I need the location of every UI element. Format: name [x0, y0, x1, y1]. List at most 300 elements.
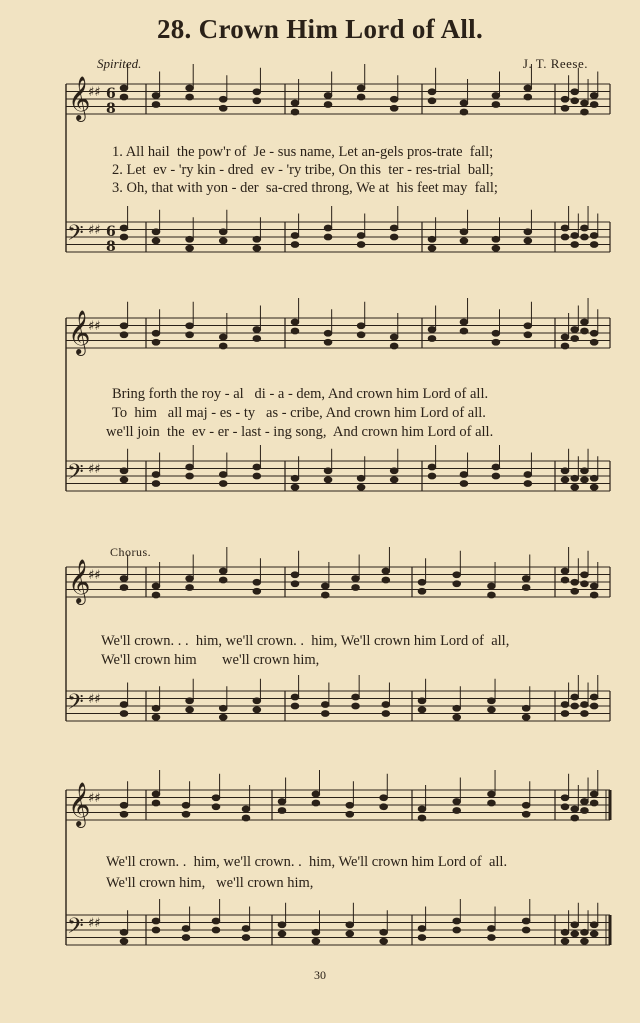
note-head: [152, 229, 160, 235]
note-head: [453, 799, 461, 805]
note-head: [590, 339, 598, 345]
note-head: [390, 334, 398, 340]
note-head: [488, 935, 496, 941]
note-head: [278, 931, 286, 937]
note-head: [492, 93, 500, 99]
note-head: [453, 705, 461, 711]
note-head: [382, 568, 390, 574]
note-head: [219, 238, 227, 244]
note-head: [382, 577, 390, 583]
chorus-line-a-bottom: We'll crown him we'll crown him,: [101, 652, 320, 668]
note-head: [357, 85, 365, 91]
note-head: [242, 806, 250, 812]
note-head: [428, 89, 436, 95]
note-head: [120, 802, 128, 808]
note-head: [561, 343, 569, 349]
note-head: [460, 238, 468, 244]
note-head: [571, 815, 579, 821]
sharp-sign: ♯♯: [88, 85, 101, 100]
note-head: [390, 234, 398, 240]
note-head: [561, 711, 569, 717]
note-head: [590, 484, 598, 490]
note-head: [182, 926, 190, 932]
note-head: [390, 105, 398, 111]
note-head: [581, 328, 589, 334]
note-head: [590, 330, 598, 336]
note-head: [291, 703, 299, 709]
note-head: [571, 89, 579, 95]
time-signature: 6: [106, 224, 116, 240]
note-head: [357, 475, 365, 481]
note-head: [561, 938, 569, 944]
note-head: [492, 330, 500, 336]
treble-clef: 𝄞: [68, 559, 91, 603]
note-head: [321, 583, 329, 589]
note-head: [460, 481, 468, 487]
note-head: [561, 96, 569, 102]
note-head: [524, 229, 532, 235]
note-head: [590, 102, 598, 108]
note-head: [561, 804, 569, 810]
note-head: [571, 242, 579, 248]
note-head: [352, 703, 360, 709]
note-head: [524, 481, 532, 487]
bass-clef: 𝄢: [67, 914, 84, 944]
note-head: [561, 477, 569, 483]
note-head: [460, 109, 468, 115]
note-head: [571, 475, 579, 481]
note-head: [571, 703, 579, 709]
note-head: [152, 583, 160, 589]
note-head: [581, 581, 589, 587]
note-head: [120, 811, 128, 817]
note-head: [390, 343, 398, 349]
note-head: [581, 711, 589, 717]
note-head: [380, 929, 388, 935]
note-head: [346, 922, 354, 928]
note-head: [492, 339, 500, 345]
note-head: [219, 481, 227, 487]
note-head: [522, 585, 530, 591]
note-head: [522, 927, 530, 933]
sharp-sign: ♯♯: [88, 462, 101, 477]
note-head: [186, 85, 194, 91]
note-head: [346, 802, 354, 808]
tempo-marking: Spirited.: [97, 56, 142, 71]
note-head: [561, 577, 569, 583]
note-head: [524, 332, 532, 338]
time-signature: 6: [106, 86, 116, 102]
bass-clef: 𝄢: [67, 690, 84, 720]
note-head: [590, 931, 598, 937]
note-head: [253, 245, 261, 251]
note-head: [253, 579, 261, 585]
note-head: [524, 472, 532, 478]
note-head: [357, 323, 365, 329]
note-head: [219, 472, 227, 478]
composer-name: J. T. Reese.: [522, 56, 588, 71]
note-head: [312, 791, 320, 797]
note-head: [212, 804, 220, 810]
note-head: [120, 94, 128, 100]
note-head: [182, 811, 190, 817]
note-head: [590, 791, 598, 797]
note-head: [291, 581, 299, 587]
note-head: [571, 233, 579, 239]
note-head: [324, 93, 332, 99]
verse-2-line-a: 2. Let ev - 'ry kin - dred ev - 'ry tribe, On this ter - res-trial ball;: [112, 162, 494, 178]
note-head: [219, 96, 227, 102]
note-head: [152, 705, 160, 711]
note-head: [428, 473, 436, 479]
note-head: [581, 234, 589, 240]
note-head: [581, 100, 589, 106]
note-head: [561, 568, 569, 574]
note-head: [120, 711, 128, 717]
note-head: [581, 225, 589, 231]
note-head: [186, 245, 194, 251]
note-head: [152, 592, 160, 598]
note-head: [321, 702, 329, 708]
treble-clef: 𝄞: [68, 782, 91, 826]
note-head: [186, 94, 194, 100]
note-head: [453, 808, 461, 814]
note-head: [428, 336, 436, 342]
note-head: [571, 922, 579, 928]
note-head: [382, 711, 390, 717]
note-head: [357, 233, 365, 239]
note-head: [561, 105, 569, 111]
note-head: [581, 929, 589, 935]
note-head: [418, 579, 426, 585]
note-head: [312, 929, 320, 935]
note-head: [357, 242, 365, 248]
note-head: [120, 585, 128, 591]
note-head: [291, 475, 299, 481]
note-head: [460, 100, 468, 106]
note-head: [590, 592, 598, 598]
note-head: [571, 98, 579, 104]
note-head: [324, 234, 332, 240]
note-head: [561, 334, 569, 340]
note-head: [590, 922, 598, 928]
note-head: [120, 234, 128, 240]
note-head: [321, 592, 329, 598]
note-head: [152, 93, 160, 99]
treble-clef: 𝄞: [68, 76, 91, 120]
note-head: [212, 918, 220, 924]
note-head: [152, 927, 160, 933]
note-head: [418, 935, 426, 941]
note-head: [571, 327, 579, 333]
chorus-line-b-bottom: We'll crown him, we'll crown him,: [106, 875, 314, 891]
note-head: [186, 473, 194, 479]
note-head: [380, 804, 388, 810]
sharp-sign: ♯♯: [88, 223, 101, 238]
bass-clef: 𝄢: [67, 460, 84, 490]
note-head: [186, 707, 194, 713]
note-head: [428, 245, 436, 251]
note-head: [581, 702, 589, 708]
note-head: [152, 800, 160, 806]
note-head: [212, 795, 220, 801]
note-head: [581, 109, 589, 115]
note-head: [324, 477, 332, 483]
note-head: [571, 484, 579, 490]
note-head: [253, 327, 261, 333]
time-signature: 8: [106, 101, 116, 117]
note-head: [357, 332, 365, 338]
hymn-title: 28. Crown Him Lord of All.: [156, 14, 484, 44]
note-head: [561, 468, 569, 474]
note-head: [253, 698, 261, 704]
page-number: 30: [314, 968, 326, 982]
note-head: [492, 245, 500, 251]
note-head: [253, 464, 261, 470]
chorus-label: Chorus.: [110, 545, 152, 559]
note-head: [242, 926, 250, 932]
note-head: [488, 800, 496, 806]
note-head: [581, 477, 589, 483]
treble-clef: 𝄞: [68, 310, 91, 354]
note-head: [390, 477, 398, 483]
note-head: [590, 233, 598, 239]
note-head: [428, 236, 436, 242]
note-head: [492, 236, 500, 242]
note-head: [219, 568, 227, 574]
note-head: [352, 585, 360, 591]
note-head: [212, 927, 220, 933]
note-head: [186, 698, 194, 704]
note-head: [390, 96, 398, 102]
note-head: [291, 484, 299, 490]
note-head: [152, 918, 160, 924]
note-head: [590, 583, 598, 589]
note-head: [324, 468, 332, 474]
note-head: [182, 802, 190, 808]
note-head: [152, 472, 160, 478]
note-head: [428, 464, 436, 470]
note-head: [492, 464, 500, 470]
note-head: [453, 927, 461, 933]
note-head: [590, 703, 598, 709]
note-head: [120, 477, 128, 483]
note-head: [524, 85, 532, 91]
note-head: [219, 334, 227, 340]
note-head: [278, 799, 286, 805]
verse-1-line-a: 1. All hail the pow'r of Je - sus name, Let an-gels pros-trate fall;: [112, 144, 494, 160]
note-head: [120, 323, 128, 329]
note-head: [488, 592, 496, 598]
note-head: [488, 583, 496, 589]
note-head: [120, 468, 128, 474]
note-head: [186, 332, 194, 338]
note-head: [152, 481, 160, 487]
note-head: [291, 328, 299, 334]
note-head: [460, 229, 468, 235]
note-head: [571, 931, 579, 937]
note-head: [219, 229, 227, 235]
note-head: [352, 576, 360, 582]
note-head: [590, 475, 598, 481]
note-head: [418, 707, 426, 713]
note-head: [522, 714, 530, 720]
note-head: [253, 707, 261, 713]
note-head: [581, 808, 589, 814]
verse-1-line-b: Bring forth the roy - al di - a - dem, And crown him Lord of all.: [112, 386, 489, 402]
note-head: [152, 714, 160, 720]
note-head: [278, 922, 286, 928]
note-head: [253, 336, 261, 342]
sharp-sign: ♯♯: [88, 916, 101, 931]
note-head: [152, 102, 160, 108]
note-head: [219, 105, 227, 111]
note-head: [152, 339, 160, 345]
note-head: [253, 89, 261, 95]
note-head: [219, 343, 227, 349]
note-head: [291, 233, 299, 239]
note-head: [581, 572, 589, 578]
note-head: [492, 473, 500, 479]
note-head: [186, 464, 194, 470]
note-head: [581, 799, 589, 805]
note-head: [581, 319, 589, 325]
note-head: [428, 98, 436, 104]
note-head: [581, 468, 589, 474]
note-head: [120, 702, 128, 708]
note-head: [346, 931, 354, 937]
note-head: [291, 572, 299, 578]
note-head: [460, 328, 468, 334]
note-head: [120, 929, 128, 935]
time-signature: 8: [106, 239, 116, 255]
chorus-line-b-top: We'll crown. . him, we'll crown. . him, We'll crown him Lord of all.: [106, 854, 508, 870]
note-head: [590, 242, 598, 248]
note-head: [219, 577, 227, 583]
sharp-sign: ♯♯: [88, 791, 101, 806]
chorus-line-a-top: We'll crown. . . him, we'll crown. . him, We'll crown him Lord of all,: [101, 633, 510, 649]
verse-2-line-b: To him all maj - es - ty as - cribe, And crown him Lord of all.: [112, 405, 486, 421]
note-head: [186, 576, 194, 582]
note-head: [571, 336, 579, 342]
note-head: [152, 330, 160, 336]
verse-3-line-a: 3. Oh, that with yon - der sa-cred throng, We at his feet may fall;: [112, 180, 498, 196]
note-head: [186, 585, 194, 591]
note-head: [418, 806, 426, 812]
sharp-sign: ♯♯: [88, 692, 101, 707]
sharp-sign: ♯♯: [88, 319, 101, 334]
note-head: [561, 234, 569, 240]
note-head: [321, 711, 329, 717]
note-head: [453, 714, 461, 720]
note-head: [428, 327, 436, 333]
note-head: [453, 572, 461, 578]
note-head: [182, 935, 190, 941]
note-head: [253, 98, 261, 104]
note-head: [460, 319, 468, 325]
note-head: [590, 93, 598, 99]
note-head: [418, 698, 426, 704]
note-head: [253, 473, 261, 479]
note-head: [524, 238, 532, 244]
note-head: [522, 705, 530, 711]
note-head: [352, 694, 360, 700]
note-head: [120, 576, 128, 582]
note-head: [380, 938, 388, 944]
note-head: [581, 938, 589, 944]
note-head: [120, 85, 128, 91]
note-head: [488, 707, 496, 713]
note-head: [524, 94, 532, 100]
note-head: [522, 802, 530, 808]
note-head: [380, 795, 388, 801]
verse-3-line-b: we'll join the ev - er - last - ing song, And crown him Lord of all.: [106, 424, 494, 440]
note-head: [418, 926, 426, 932]
note-head: [291, 242, 299, 248]
note-head: [382, 702, 390, 708]
note-head: [324, 102, 332, 108]
note-head: [324, 225, 332, 231]
note-head: [522, 576, 530, 582]
note-head: [357, 94, 365, 100]
note-head: [219, 705, 227, 711]
note-head: [492, 102, 500, 108]
note-head: [346, 811, 354, 817]
note-head: [253, 236, 261, 242]
note-head: [522, 811, 530, 817]
bass-clef: 𝄢: [67, 221, 84, 251]
note-head: [453, 581, 461, 587]
note-head: [312, 938, 320, 944]
note-head: [278, 808, 286, 814]
note-head: [186, 323, 194, 329]
note-head: [561, 795, 569, 801]
note-head: [460, 472, 468, 478]
note-head: [242, 935, 250, 941]
note-head: [561, 929, 569, 935]
note-head: [524, 323, 532, 329]
note-head: [152, 238, 160, 244]
note-head: [324, 330, 332, 336]
note-head: [571, 579, 579, 585]
note-head: [291, 109, 299, 115]
sharp-sign: ♯♯: [88, 568, 101, 583]
note-head: [312, 800, 320, 806]
note-head: [488, 698, 496, 704]
note-head: [418, 588, 426, 594]
note-head: [242, 815, 250, 821]
note-head: [120, 225, 128, 231]
note-head: [522, 918, 530, 924]
note-head: [291, 100, 299, 106]
note-head: [390, 468, 398, 474]
note-head: [571, 694, 579, 700]
note-head: [152, 791, 160, 797]
note-head: [561, 225, 569, 231]
note-head: [590, 694, 598, 700]
note-head: [291, 319, 299, 325]
note-head: [120, 332, 128, 338]
note-head: [219, 714, 227, 720]
note-head: [120, 938, 128, 944]
note-head: [561, 702, 569, 708]
note-head: [357, 484, 365, 490]
note-head: [324, 339, 332, 345]
note-head: [488, 791, 496, 797]
note-head: [291, 694, 299, 700]
note-head: [453, 918, 461, 924]
note-head: [488, 926, 496, 932]
